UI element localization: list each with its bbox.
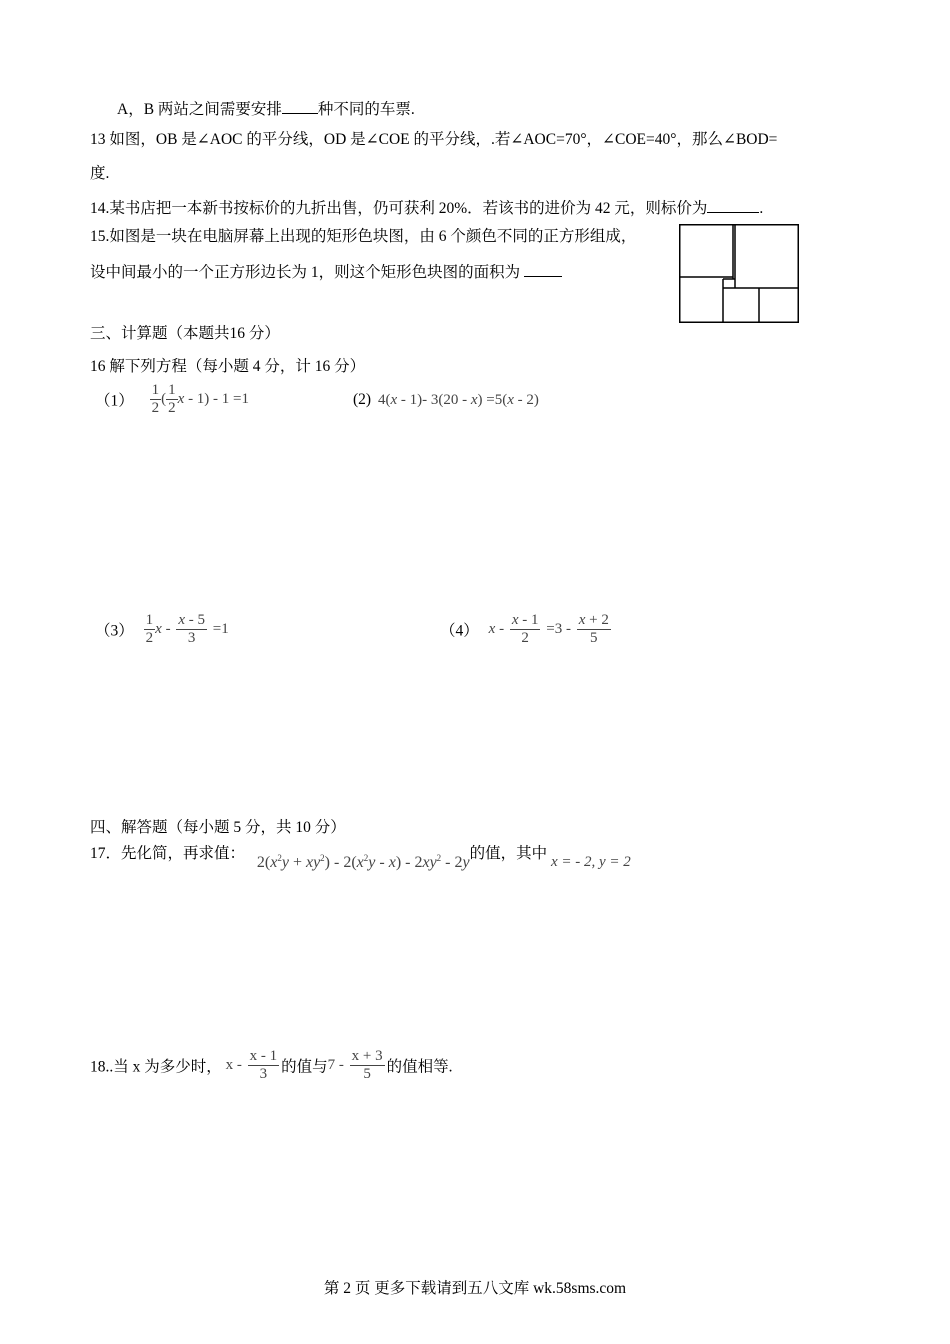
q12-tail	[117, 99, 415, 118]
q14-answer-blank	[707, 198, 759, 213]
q17	[90, 845, 631, 871]
figure-outer-rect	[680, 225, 799, 323]
q17-text-pre: 17．先化简，再求值：	[90, 845, 246, 862]
q13-line2: 度.	[90, 165, 110, 182]
q17-text-mid: 的值，其中	[469, 845, 548, 862]
q12-text-pre: A，B 两站之间需要安排	[117, 101, 282, 118]
q18-text-pre: 18..当 x 为多少时，	[90, 1058, 222, 1076]
q12-answer-blank	[282, 99, 318, 114]
q13-line1: 13 如图，OB 是∠AOC 的平分线，OD 是∠COE 的平分线，.若∠AOC=70°，∠COE=40°，那么∠BOD=	[90, 131, 778, 148]
eq1-formula: $\frac{1}{2}$ ( $\frac{1}{2}$ x - 1) - 1 =1	[151, 382, 250, 417]
eq4	[440, 612, 613, 648]
q14-text-pre: 14.某书店把一本新书按标价的九折出售，仍可获利 20%．若该书的进价为 42 元，则标价为	[90, 200, 708, 217]
q17-expression: $2(x^2y + xy^2) - 2(x^2y - x) - 2xy^2 - 2y$	[256, 853, 470, 871]
eq4-label: （4）	[440, 622, 479, 640]
q14	[90, 198, 763, 217]
section4-title: 四、解答题（每小题 5 分，共 10 分）	[90, 819, 346, 836]
q18-expr-right: 7 - $\frac{x + 3}{5}$	[327, 1048, 383, 1083]
squares-figure	[679, 224, 799, 323]
q15-line1: 15.如图是一块在电脑屏幕上出现的矩形色块图，由 6 个颜色不同的正方形组成，	[90, 228, 637, 245]
eq3	[95, 612, 229, 648]
eq3-label: （3）	[95, 622, 134, 640]
page-footer: 第 2 页 更多下载请到五八文库 wk.58sms.com	[323, 1280, 627, 1297]
eq2-label: (2)	[353, 391, 372, 408]
q15-line2	[90, 262, 562, 281]
q15-text: 设中间最小的一个正方形边长为 1，则这个矩形色块图的面积为	[90, 264, 521, 281]
q18-text-post: 的值相等.	[386, 1058, 453, 1076]
section3-title: 三、计算题（本题共16 分）	[90, 325, 280, 342]
eq1-label: （1）	[95, 392, 134, 410]
eq4-formula: x - $\frac{x - 1}{2}$ =3 - $\frac{x + 2}{5}$	[488, 612, 609, 647]
q14-text-post: .	[759, 200, 764, 217]
q16-instruction: 16 解下列方程（每小题 4 分，计 16 分）	[90, 358, 366, 375]
q12-text-post: 种不同的车票.	[317, 101, 415, 118]
q18-expr-left: x - $\frac{x - 1}{3}$	[225, 1048, 278, 1083]
q15-answer-blank	[524, 262, 562, 277]
eq2	[353, 392, 539, 408]
eq2-formula: 4(x - 1)- 3(20 - x) =5(x - 2)	[377, 392, 539, 408]
q17-condition: x = - 2, y = 2	[551, 854, 631, 870]
eq1	[95, 382, 249, 418]
q18-text-mid: 的值与	[281, 1058, 328, 1076]
q18	[90, 1048, 453, 1084]
eq3-formula: $\frac{1}{2}$ x - $\frac{x - 5}{3}$ =1	[145, 612, 229, 647]
